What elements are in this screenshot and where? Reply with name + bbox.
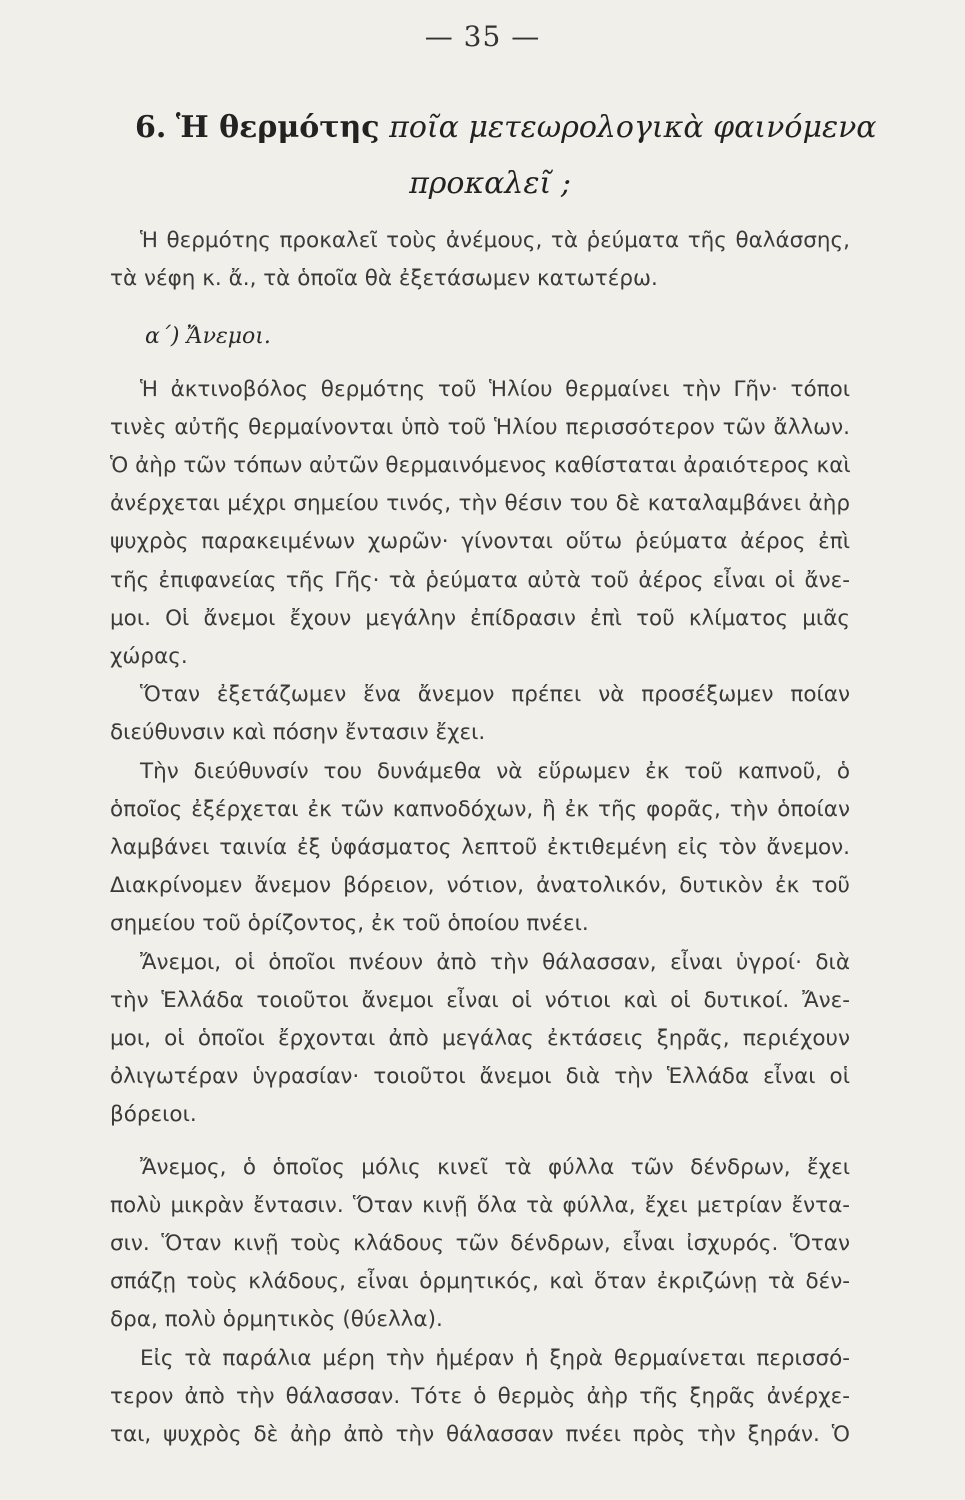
text-line: ὁποῖος ἐξέρχεται ἐκ τῶν καπνοδόχων, ἢ ἐκ τῆς φορᾶς, τὴν ὁποίαν <box>110 796 850 822</box>
section-heading <box>135 100 875 212</box>
page-number: — 35 — <box>424 20 541 53</box>
text-line: τερον ἀπὸ τὴν θάλασσαν. Τότε ὁ θερμὸς ἀὴρ τῆς ξηρᾶς ἀνέρχε- <box>110 1383 850 1409</box>
text-line: Ὁ ἀὴρ τῶν τόπων αὐτῶν θερμαινόμενος καθίσταται ἀραιότερος καὶ <box>110 453 851 479</box>
text-line: ἀνέρχεται μέχρι σημείου τινός, τὴν θέσιν του δὲ καταλαμβάνει ἀὴρ <box>110 491 850 517</box>
text-line: Ἄνεμοι, οἱ ὁποῖοι πνέουν ἀπὸ τὴν θάλασσαν, εἶναι ὑγροί· διὰ <box>140 949 850 975</box>
heading-line-2: προκαλεῖ ; <box>409 166 571 201</box>
text-line: Ἡ ἀκτινοβόλος θερμότης τοῦ Ἡλίου θερμαίνει τὴν Γῆν· τόποι <box>140 376 850 402</box>
text-line: μοι. Οἱ ἄνεμοι ἔχουν μεγάλην ἐπίδρασιν ἐπὶ τοῦ κλίματος μιᾶς <box>110 605 850 631</box>
paragraph-gap <box>110 1135 850 1149</box>
text-line: πολὺ μικρὰν ἔντασιν. Ὅταν κινῇ ὅλα τὰ φύλλα, ἔχει μετρίαν ἔντα- <box>110 1192 850 1218</box>
text-line: ψυχρὸς παρακειμένων χωρῶν· γίνονται οὕτω ῥεύματα ἀέρος ἐπὶ <box>110 529 850 555</box>
text-line: βόρειοι. <box>110 1102 197 1128</box>
text-line: ὀλιγωτέραν ὑγρασίαν· τοιοῦτοι ἄνεμοι διὰ τὴν Ἑλλάδα εἶναι οἱ <box>110 1064 850 1090</box>
heading-title-a: Ἡ θερμότης <box>175 110 380 145</box>
text-line: Εἰς τὰ παράλια μέρη τὴν ἡμέραν ἡ ξηρὰ θερμαίνεται περισσό- <box>140 1345 850 1371</box>
text-line: χώρας. <box>110 644 188 670</box>
text-line: σπάζῃ τοὺς κλάδους, εἶναι ὁρμητικός, καὶ ὅταν ἐκριζώνῃ τὰ δέν- <box>110 1269 850 1295</box>
text-line: μοι, οἱ ὁποῖοι ἔρχονται ἀπὸ μεγάλας ἐκτάσεις ξηρᾶς, περιέχουν <box>110 1026 850 1052</box>
text-line: ται, ψυχρὸς δὲ ἀὴρ ἀπὸ τὴν θάλασσαν πνέει πρὸς τὴν ξηράν. Ὁ <box>110 1422 850 1448</box>
section-number: 6. <box>135 110 167 145</box>
text-line: δρα, πολὺ ὁρμητικὸς (θύελλα). <box>110 1307 443 1333</box>
text-line: τὰ νέφη κ. ἄ., τὰ ὁποῖα θὰ ἐξετάσωμεν κατωτέρω. <box>110 266 658 292</box>
text-line: Τὴν διεύθυνσίν του δυνάμεθα νὰ εὕρωμεν ἐκ τοῦ καπνοῦ, ὁ <box>140 758 850 784</box>
text-line: τῆς ἐπιφανείας τῆς Γῆς· τὰ ῥεύματα αὐτὰ τοῦ ἀέρος εἶναι οἱ ἄνε- <box>110 567 850 593</box>
text-line: λαμβάνει ταινία ἐξ ὑφάσματος λεπτοῦ ἐκτιθεμένη εἰς τὸν ἄνεμον. <box>110 835 850 861</box>
heading-line-1 <box>135 100 875 156</box>
text-line: σημείου τοῦ ὁρίζοντος, ἐκ τοῦ ὁποίου πνέει. <box>110 911 589 937</box>
text-line: τὴν Ἑλλάδα τοιοῦτοι ἄνεμοι εἶναι οἱ νότιοι καὶ οἱ δυτικοί. Ἄνε- <box>110 987 850 1013</box>
text-line: Διακρίνομεν ἄνεμον βόρειον, νότιον, ἀνατολικόν, δυτικὸν ἐκ τοῦ <box>110 873 850 899</box>
text-line: Ὅταν ἐξετάζωμεν ἕνα ἄνεμον πρέπει νὰ προσέξωμεν ποίαν <box>140 682 850 708</box>
text-line: διεύθυνσιν καὶ πόσην ἔντασιν ἔχει. <box>110 720 486 746</box>
text-line: τινὲς αὐτῆς θερμαίνονται ὑπὸ τοῦ Ἡλίου περισσότερον τῶν ἄλλων. <box>110 414 850 440</box>
heading-title-b: ποῖα μετεωρολογικὰ φαινόμενα <box>389 110 877 145</box>
subheading: α΄) Ἄνεμοι. <box>145 324 271 350</box>
text-line: Ἄνεμος, ὁ ὁποῖος μόλις κινεῖ τὰ φύλλα τῶν δένδρων, ἔχει <box>140 1154 850 1180</box>
text-line: σιν. Ὅταν κινῇ τοὺς κλάδους τῶν δένδρων, εἶναι ἰσχυρός. Ὅταν <box>110 1231 850 1257</box>
text-line: Ἡ θερμότης προκαλεῖ τοὺς ἀνέμους, τὰ ῥεύματα τῆς θαλάσσης, <box>140 228 850 253</box>
page-body <box>110 222 850 1454</box>
